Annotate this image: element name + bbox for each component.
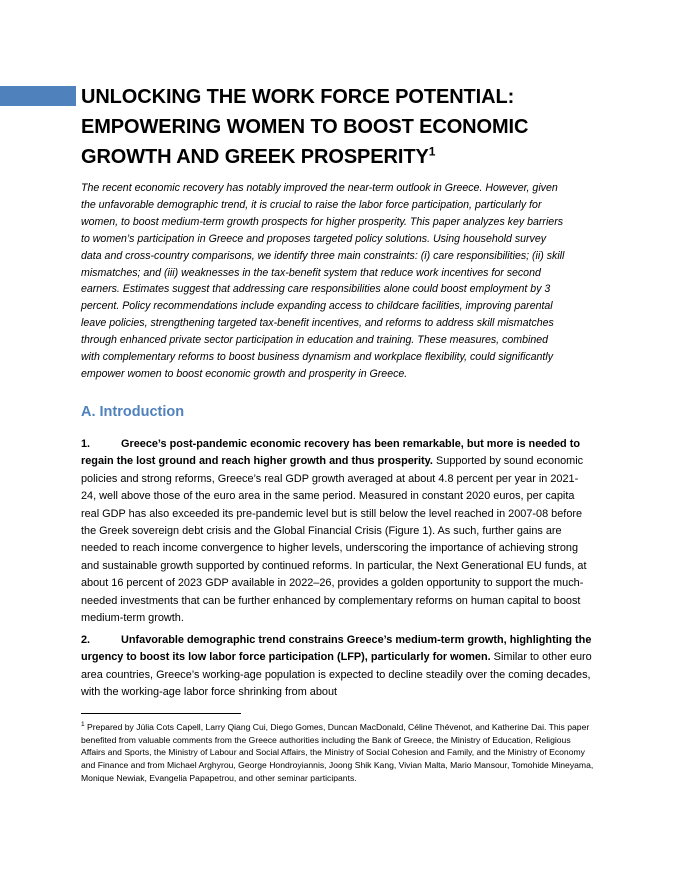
paragraph-number: 1. xyxy=(81,438,91,450)
title-accent-bar xyxy=(0,86,76,106)
paper-title-text: UNLOCKING THE WORK FORCE POTENTIAL: EMPOWERING WOMEN TO BOOST ECONOMIC GROWTH AND GREEK PROSPERITY xyxy=(81,86,529,168)
paragraph-number: 2. xyxy=(81,634,91,646)
paragraph-lead: Unfavorable demographic trend constrains Greece’s medium-term growth, highlighting the urgency to boost its low labor force participation (LFP), particularly for women. xyxy=(81,634,592,664)
footnote xyxy=(81,719,595,784)
paragraph-2 xyxy=(81,632,593,702)
paper-title xyxy=(81,82,621,172)
paragraph-1 xyxy=(81,436,593,627)
paragraph-body: Supported by sound economic policies and strong reforms, Greece’s real GDP growth averaged at about 4.8 percent per year in 2021-24, well above those of the euro area in the same period. Measured in constant 2020 euros, per capita real GDP has also exceeded its pre-pandemic level but is still below the level reached in 2007-08 before the Greek sovereign debt crisis and the Global Financial Crisis (Figure 1). As such, further gains are needed to reach income convergence to higher levels, underscoring the importance of achieving strong and sustainable growth supported by continued reforms. In particular, the Next Generational EU funds, at about 16 percent of 2023 GDP available in 2022–26, provides a golden opportunity to support the much-needed investments that can be further enhanced by complementary reforms on human capital to boost medium-term growth. xyxy=(81,455,587,625)
footnote-text: Prepared by Júlia Cots Capell, Larry Qiang Cui, Diego Gomes, Duncan MacDonald, Céline Thévenot, and Katherine Dai. This paper benefited from valuable comments from the Greece authorities including the Bank of Greece, the Ministry of Education, Religious Affairs and Sports, the Ministry of Labour and Social Affairs, the Ministry of Social Cohesion and Family, and the Ministry of Economy and Finance and from Michael Arghyrou, George Hondroyiannis, Joong Shik Kang, Vivian Malta, Mario Mansour, Tomohide Mineyama, Monique Newiak, Evangelia Papapetrou, and other seminar participants. xyxy=(81,721,594,783)
footnote-separator xyxy=(81,713,241,714)
title-footnote-marker: 1 xyxy=(428,144,436,159)
paragraph-body: Similar to other euro area countries, Greece’s working-age population is expected to decline steadily over the coming decades, with the working-age labor force shrinking from about xyxy=(81,651,592,699)
abstract: The recent economic recovery has notably improved the near-term outlook in Greece. However, given the unfavorable demographic trend, it is crucial to raise the labor force participation, particularly for women, to boost medium-term growth prospects for higher prosperity. This paper analyzes key barriers to women’s participation in Greece and proposes targeted policy solutions. Using household survey data and cross-country comparisons, we identify three main constraints: (i) care responsibilities; (ii) skill mismatches; and (iii) weaknesses in the tax-benefit system that reduce work incentives for second earners. Estimates suggest that addressing care responsibilities alone could boost employment by 3 percent. Policy recommendations include expanding access to childcare facilities, improving parental leave policies, strengthening targeted tax-benefit incentives, and reforms to address skill mismatches through enhanced private sector participation in education and training. These measures, combined with complementary reforms to boost business dynamism and workplace flexibility, could significantly empower women to boost economic growth and prosperity in Greece. xyxy=(81,182,565,380)
section-heading-introduction: A. Introduction xyxy=(81,404,185,420)
paragraph-lead: Greece’s post-pandemic economic recovery has been remarkable, but more is needed to regain the lost ground and reach higher growth and thus prosperity. xyxy=(81,438,580,468)
footnote-marker: 1 xyxy=(81,721,85,728)
